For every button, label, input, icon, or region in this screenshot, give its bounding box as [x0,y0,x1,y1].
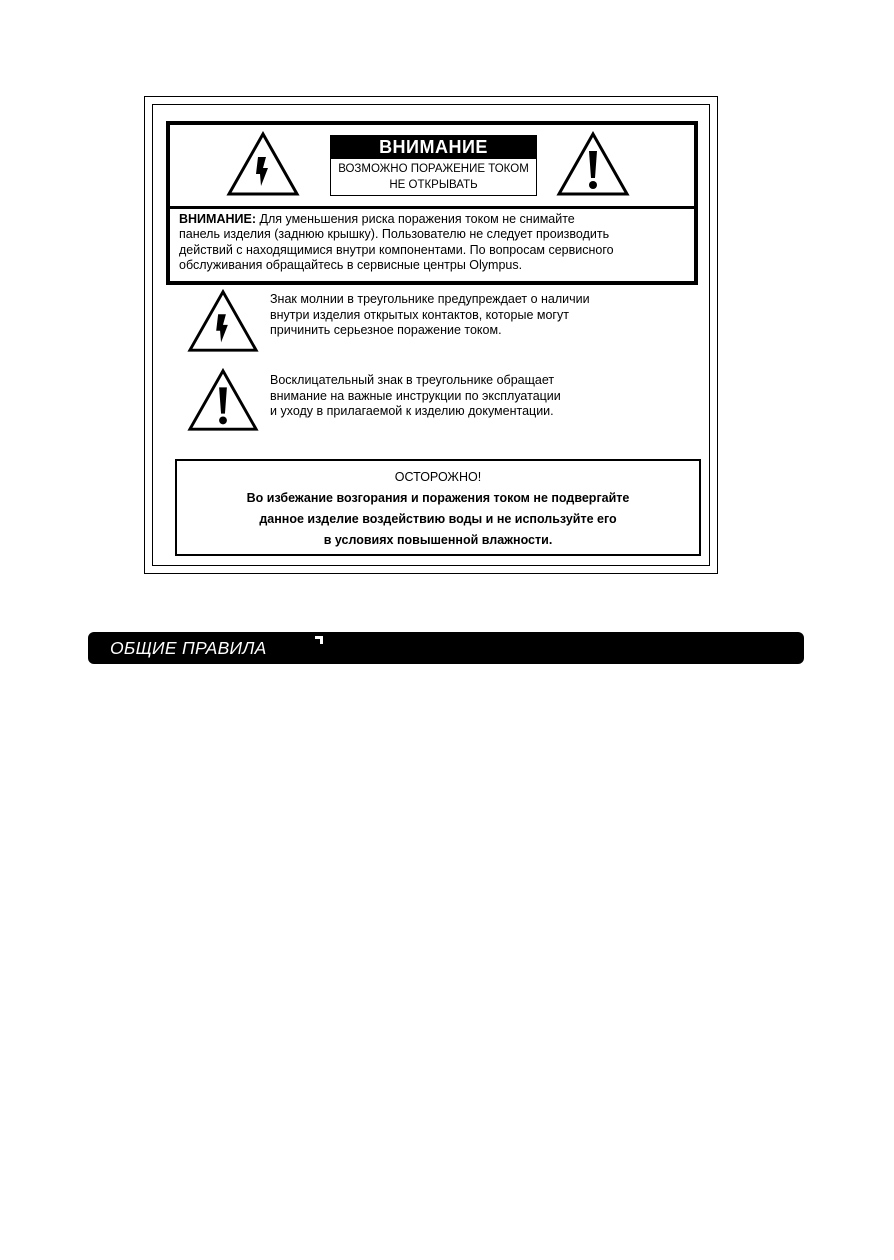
notice-title: ОСТОРОЖНО! [394,470,482,484]
caution-header [170,125,694,209]
caution-text-lead: ВНИМАНИЕ: [179,212,256,226]
symbol-description-line: причинить серьезное поражение током. [270,323,502,337]
notice-line: Во избежание возгорания и поражения током не подвергайте [246,491,630,505]
caution-box [166,121,698,285]
symbol-description-line: Знак молнии в треугольнике предупреждает о наличии [270,292,590,306]
caution-text-line2: панель изделия (заднюю крышку). Пользователю не следует производить [179,227,610,242]
section-title: ОБЩИЕ ПРАВИЛА [110,638,267,658]
warning-label-inner-frame [152,104,710,566]
symbol-description [270,292,700,339]
lightning-triangle-icon [226,131,300,197]
symbol-row-lightning [187,292,707,362]
caution-title-block [330,135,537,196]
section-header-bar [88,632,804,664]
exclamation-triangle-icon [556,131,630,197]
symbol-description-line: внутри изделия открытых контактов, которые могут [270,307,569,322]
symbol-description-line: Восклицательный знак в треугольнике обращает [270,373,555,387]
notice-line: данное изделие воздействию воды и не используйте его [259,512,617,526]
notice-body [177,488,699,551]
caution-subtitle-line2: НЕ ОТКРЫВАТЬ [389,179,478,191]
lightning-triangle-icon [187,288,259,354]
symbol-description [270,373,700,420]
exclamation-triangle-icon [187,367,259,433]
corner-mark-icon [315,636,323,644]
caution-title: ВНИМАНИЕ [331,136,536,159]
caution-text-line4: обслуживания обращайтесь в сервисные центры Olympus. [179,257,523,272]
symbol-description-line: внимание на важные инструкции по эксплуатации [270,388,561,403]
notice-line: в условиях повышенной влажности. [323,533,553,547]
symbol-row-exclamation [187,373,707,443]
caution-subtitle-line1: ВОЗМОЖНО ПОРАЖЕНИЕ ТОКОМ [338,163,529,175]
warning-label-frame [144,96,718,574]
notice-box [175,459,701,556]
caution-text [179,212,688,273]
symbol-description-line: и уходу в прилагаемой к изделию документации. [270,404,554,418]
caution-text-line3: действий с находящимися внутри компонентами. По вопросам сервисного [179,242,614,257]
caution-text-line1: Для уменьшения риска поражения током не снимайте [256,212,575,226]
caution-subtitle [331,159,536,193]
